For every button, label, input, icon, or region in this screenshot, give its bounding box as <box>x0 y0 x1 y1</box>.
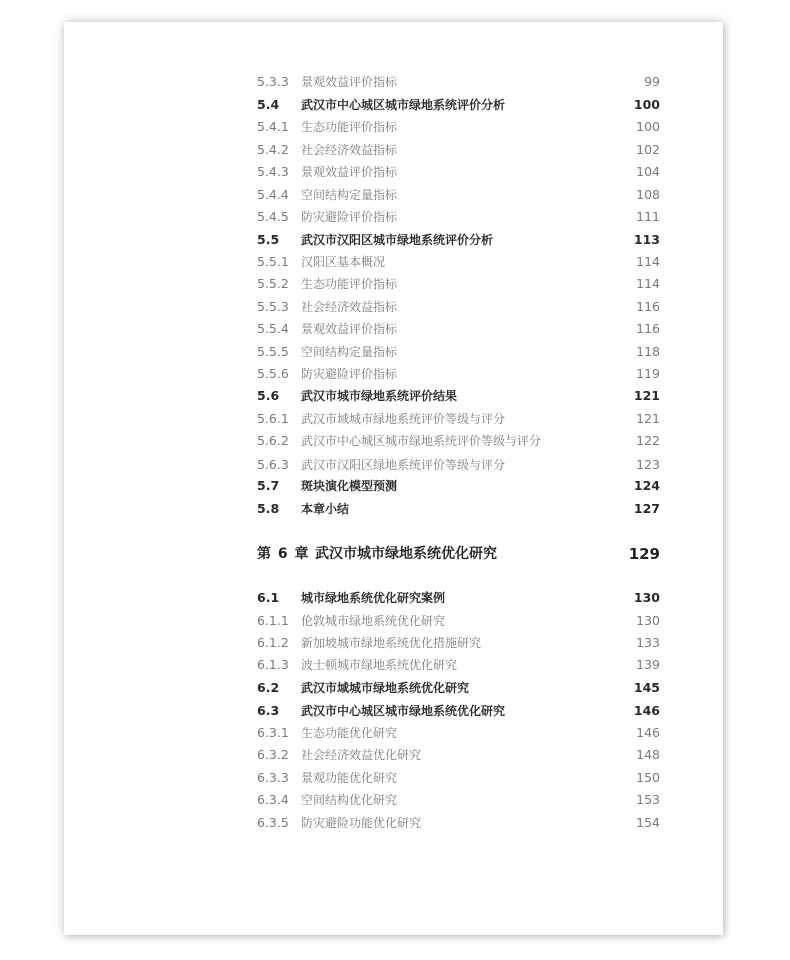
toc-subsection-entry[interactable] <box>257 431 660 451</box>
toc-entry-page: 133 <box>636 635 660 650</box>
toc-entry-page: 114 <box>636 276 660 291</box>
toc-section-entry[interactable] <box>257 230 660 250</box>
toc-subsection-entry[interactable] <box>257 723 660 743</box>
toc-entry-number: 第 6 章 <box>257 546 310 562</box>
toc-entry-number: 5.6.2 <box>257 433 289 448</box>
toc-subsection-entry[interactable] <box>257 185 660 205</box>
toc-entry-title: 生态功能评价指标 <box>301 120 398 134</box>
toc-entry-page: 100 <box>636 119 660 134</box>
toc-subsection-entry[interactable] <box>257 252 660 272</box>
toc-entry-number: 6.1.3 <box>257 657 289 672</box>
toc-entry-page: 118 <box>636 344 660 359</box>
toc-entry-page: 153 <box>636 792 660 807</box>
toc-section-entry[interactable] <box>257 476 660 496</box>
toc-entry-page: 127 <box>633 501 660 516</box>
toc-subsection-entry[interactable] <box>257 274 660 294</box>
toc-entry-title: 武汉市中心城区城市绿地系统优化研究 <box>301 704 506 718</box>
toc-section-entry[interactable] <box>257 499 660 519</box>
toc-entry-number: 6.1 <box>257 590 280 605</box>
toc-entry-page: 108 <box>636 187 660 202</box>
toc-section-entry[interactable] <box>257 95 660 115</box>
toc-entry-number: 5.6.3 <box>257 457 289 472</box>
toc-entry-number: 6.1.2 <box>257 635 289 650</box>
toc-subsection-entry[interactable] <box>257 790 660 810</box>
toc-entry-title: 本章小结 <box>301 502 350 516</box>
toc-entry-page: 123 <box>636 457 660 472</box>
toc-entry-title: 汉阳区基本概况 <box>301 255 386 269</box>
toc-entry-page: 122 <box>636 433 660 448</box>
toc-entry-number: 5.4.5 <box>257 209 289 224</box>
toc-subsection-entry[interactable] <box>257 207 660 227</box>
toc-subsection-entry[interactable] <box>257 768 660 788</box>
toc-entry-page: 129 <box>628 545 660 563</box>
toc-entry-page: 99 <box>644 74 660 89</box>
toc-entry-title: 斑块演化模型预测 <box>301 479 398 493</box>
toc-subsection-entry[interactable] <box>257 72 660 92</box>
toc-subsection-entry[interactable] <box>257 813 660 833</box>
toc-subsection-entry[interactable] <box>257 409 660 429</box>
toc-entry-page: 130 <box>633 590 660 605</box>
toc-entry-number: 5.5.6 <box>257 366 289 381</box>
toc-entry-number: 6.3.3 <box>257 770 289 785</box>
toc-section-entry[interactable] <box>257 386 660 406</box>
toc-entry-number: 5.4.3 <box>257 164 289 179</box>
toc-entry-number: 5.8 <box>257 501 280 516</box>
toc-entry-page: 146 <box>633 703 660 718</box>
toc-entry-number: 6.3 <box>257 703 280 718</box>
toc-subsection-entry[interactable] <box>257 655 660 675</box>
toc-entry-page: 146 <box>636 725 660 740</box>
toc-entry-page: 111 <box>636 209 660 224</box>
toc-entry-page: 130 <box>636 613 660 628</box>
toc-entry-title: 武汉市域城市绿地系统优化研究 <box>301 681 470 695</box>
toc-entry-page: 154 <box>636 815 660 830</box>
toc-entry-number: 5.4.1 <box>257 119 289 134</box>
toc-subsection-entry[interactable] <box>257 297 660 317</box>
toc-entry-title: 防灾避险功能优化研究 <box>301 816 422 830</box>
toc-entry-number: 6.3.2 <box>257 747 289 762</box>
toc-subsection-entry[interactable] <box>257 745 660 765</box>
toc-chapter-entry[interactable] <box>257 541 660 567</box>
toc-entry-number: 5.5.4 <box>257 321 289 336</box>
toc-entry-title: 空间结构定量指标 <box>301 188 398 202</box>
toc-entry-number: 6.2 <box>257 680 280 695</box>
toc-entry-page: 148 <box>636 747 660 762</box>
toc-entry-number: 5.5 <box>257 232 280 247</box>
toc-entry-number: 5.4.2 <box>257 142 289 157</box>
toc-entry-title: 防灾避险评价指标 <box>301 367 398 381</box>
toc-entry-title: 新加坡城市绿地系统优化措施研究 <box>301 636 482 650</box>
toc-subsection-entry[interactable] <box>257 611 660 631</box>
toc-entry-title: 武汉市中心城区城市绿地系统评价分析 <box>301 98 506 112</box>
toc-entry-title: 武汉市汉阳区城市绿地系统评价分析 <box>301 233 494 247</box>
toc-entry-page: 119 <box>636 366 660 381</box>
toc-entry-page: 121 <box>633 388 660 403</box>
toc-entry-number: 6.1.1 <box>257 613 289 628</box>
toc-entry-page: 145 <box>633 680 660 695</box>
toc-entry-title: 武汉市城市绿地系统优化研究 <box>315 546 497 562</box>
toc-subsection-entry[interactable] <box>257 140 660 160</box>
toc-entry-title: 空间结构定量指标 <box>301 345 398 359</box>
toc-entry-title: 社会经济效益指标 <box>301 143 398 157</box>
toc-subsection-entry[interactable] <box>257 342 660 362</box>
toc-entry-number: 5.4.4 <box>257 187 289 202</box>
toc-entry-page: 116 <box>636 299 660 314</box>
toc-entry-title: 武汉市中心城区城市绿地系统评价等级与评分 <box>301 434 542 448</box>
toc-entry-number: 6.3.1 <box>257 725 289 740</box>
toc-entry-title: 景观功能优化研究 <box>301 771 398 785</box>
toc-entry-number: 5.5.3 <box>257 299 289 314</box>
toc-subsection-entry[interactable] <box>257 319 660 339</box>
toc-subsection-entry[interactable] <box>257 117 660 137</box>
toc-entry-page: 100 <box>633 97 660 112</box>
toc-entry-title: 空间结构优化研究 <box>301 793 398 807</box>
toc-subsection-entry[interactable] <box>257 633 660 653</box>
toc-entry-page: 124 <box>633 478 660 493</box>
toc-entry-page: 116 <box>636 321 660 336</box>
toc-entry-number: 5.5.1 <box>257 254 289 269</box>
toc-entry-number: 5.3.3 <box>257 74 289 89</box>
toc-entry-number: 5.5.5 <box>257 344 289 359</box>
toc-entry-page: 114 <box>636 254 660 269</box>
toc-entry-title: 生态功能评价指标 <box>301 277 398 291</box>
toc-entry-title: 武汉市域城市绿地系统评价等级与评分 <box>301 412 506 426</box>
toc-entry-title: 波士顿城市绿地系统优化研究 <box>301 658 458 672</box>
toc-entry-number: 6.3.5 <box>257 815 289 830</box>
toc-entry-number: 5.6 <box>257 388 280 403</box>
toc-entry-title: 武汉市城市绿地系统评价结果 <box>301 389 458 403</box>
toc-entry-page: 121 <box>636 411 660 426</box>
toc-subsection-entry[interactable] <box>257 455 660 475</box>
toc-entry-title: 生态功能优化研究 <box>301 726 398 740</box>
toc-entry-number: 5.5.2 <box>257 276 289 291</box>
toc-entry-title: 景观效益评价指标 <box>301 165 398 179</box>
toc-entry-page: 139 <box>636 657 660 672</box>
toc-entry-page: 113 <box>633 232 660 247</box>
document-page <box>64 22 723 935</box>
toc-entry-title: 景观效益评价指标 <box>301 75 398 89</box>
toc-entry-title: 防灾避险评价指标 <box>301 210 398 224</box>
toc-entry-page: 102 <box>636 142 660 157</box>
toc-section-entry[interactable] <box>257 678 660 698</box>
toc-entry-page: 150 <box>636 770 660 785</box>
toc-entry-number: 5.4 <box>257 97 280 112</box>
toc-entry-page: 104 <box>636 164 660 179</box>
toc-subsection-entry[interactable] <box>257 162 660 182</box>
toc-subsection-entry[interactable] <box>257 364 660 384</box>
toc-entry-title: 景观效益评价指标 <box>301 322 398 336</box>
toc-entry-number: 5.7 <box>257 478 280 493</box>
toc-entry-title: 武汉市汉阳区绿地系统评价等级与评分 <box>301 458 506 472</box>
toc-entry-title: 社会经济效益优化研究 <box>301 748 422 762</box>
toc-entry-title: 伦敦城市绿地系统优化研究 <box>301 614 446 628</box>
toc-section-entry[interactable] <box>257 701 660 721</box>
toc-entry-title: 城市绿地系统优化研究案例 <box>301 591 446 605</box>
toc-section-entry[interactable] <box>257 588 660 608</box>
toc-entry-number: 6.3.4 <box>257 792 289 807</box>
toc-entry-number: 5.6.1 <box>257 411 289 426</box>
toc-entry-title: 社会经济效益指标 <box>301 300 398 314</box>
